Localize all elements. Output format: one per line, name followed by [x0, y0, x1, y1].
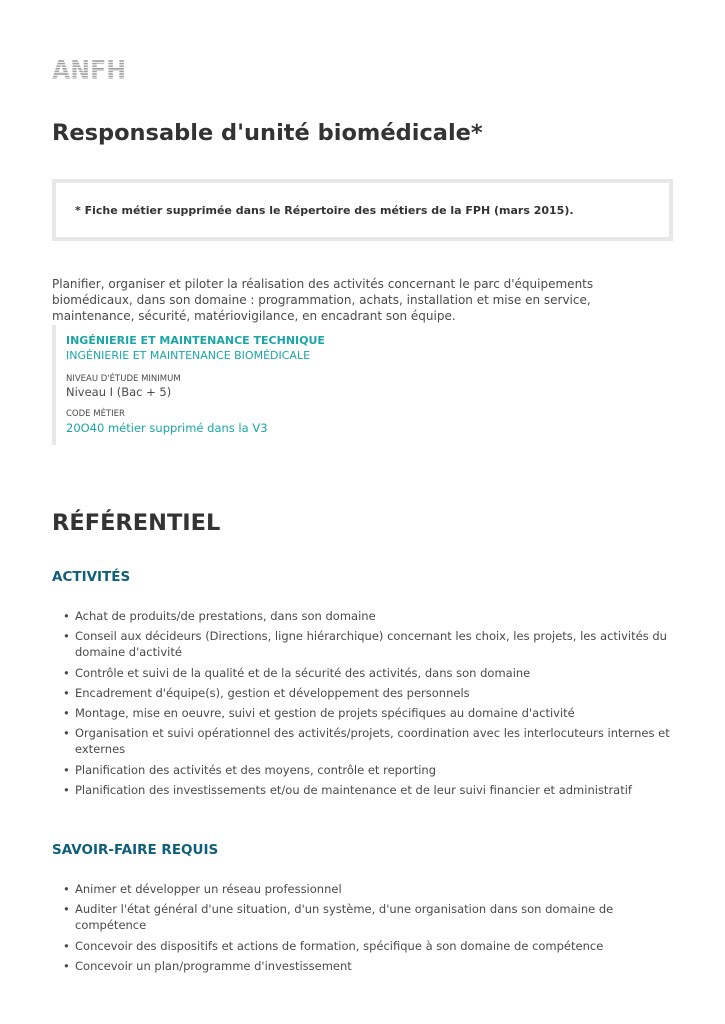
job-summary: Planifier, organiser et piloter la réalisation des activités concernant le parc d'équipements biomédicaux, dans son domaine : programmation, achats, installation et mise en service, maintenance, sécurité, matériovigilance, en encadrant son équipe.	[52, 277, 594, 323]
level-label: NIVEAU D'ÉTUDE MINIMUM	[66, 374, 181, 384]
activity-item: • Montage, mise en oeuvre, suivi et gestion de projets spécifiques au domaine d'activité	[75, 705, 673, 721]
activity-item: • Planification des activités et des moyens, contrôle et reporting	[75, 762, 673, 778]
notice-text: * Fiche métier supprimée dans le Répertoire des métiers de la FPH (mars 2015).	[75, 204, 574, 217]
savoir-faire-item: • Animer et développer un réseau professionnel	[75, 881, 673, 897]
subfamily-link[interactable]: INGÉNIERIE ET MAINTENANCE BIOMÉDICALE	[66, 349, 311, 362]
level-value: Niveau I (Bac + 5)	[66, 385, 172, 399]
deprecation-notice	[52, 179, 673, 241]
code-value-link[interactable]: 20O40 métier supprimé dans la V3	[66, 421, 268, 435]
activities-heading: ACTIVITÉS	[52, 569, 131, 585]
page-title: Responsable d'unité biomédicale*	[52, 120, 483, 146]
job-info-block	[52, 325, 452, 445]
savoir-faire-item: • Concevoir un plan/programme d'investissement	[75, 958, 673, 974]
activity-item: • Conseil aux décideurs (Directions, ligne hiérarchique) concernant les choix, les projets, les activités du domaine d'activité	[75, 628, 673, 660]
savoir-faire-item: • Auditer l'état général d'une situation, d'un système, d'une organisation dans son domaine de compétence	[75, 901, 673, 933]
family-link[interactable]: INGÉNIERIE ET MAINTENANCE TECHNIQUE	[66, 334, 325, 347]
anfh-logo	[52, 55, 126, 81]
activities-list	[75, 608, 673, 802]
savoir-faire-list	[75, 881, 673, 978]
savoir-faire-item: • Concevoir des dispositifs et actions de formation, spécifique à son domaine de compétence	[75, 938, 673, 954]
code-label: CODE MÉTIER	[66, 409, 125, 419]
activity-item: • Contrôle et suivi de la qualité et de la sécurité des activités, dans son domaine	[75, 665, 673, 681]
activity-item: • Organisation et suivi opérationnel des activités/projets, coordination avec les interlocuteurs internes et externes	[75, 725, 673, 757]
activity-item: • Achat de produits/de prestations, dans son domaine	[75, 608, 673, 624]
activity-item: • Planification des investissements et/ou de maintenance et de leur suivi financier et administratif	[75, 782, 673, 798]
activity-item: • Encadrement d'équipe(s), gestion et développement des personnels	[75, 685, 673, 701]
savoir-faire-heading: SAVOIR-FAIRE REQUIS	[52, 842, 219, 858]
referentiel-title: RÉFÉRENTIEL	[52, 510, 221, 536]
